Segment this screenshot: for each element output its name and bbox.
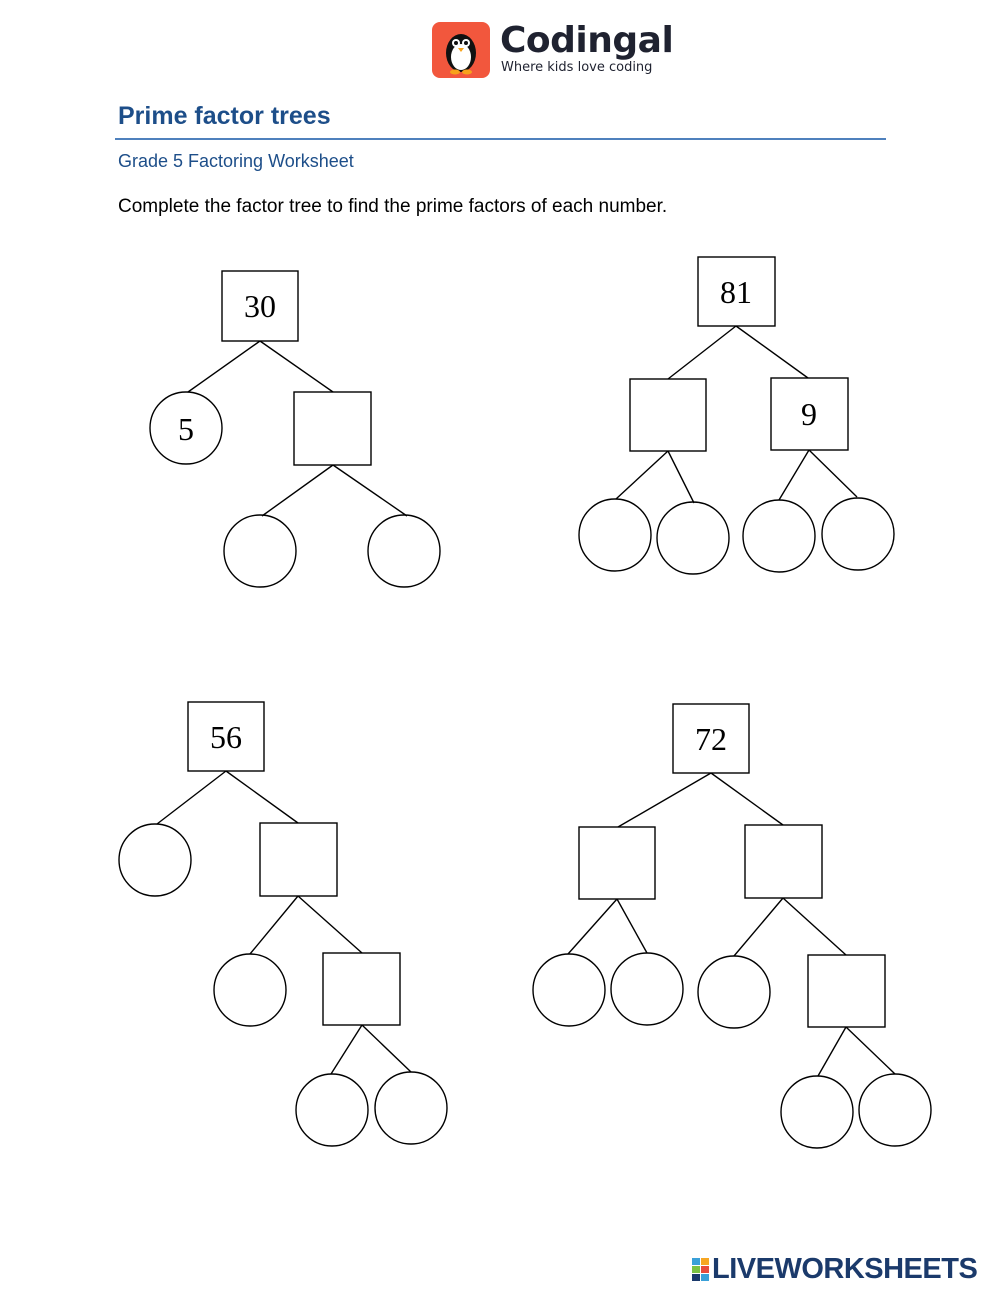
answer-circle[interactable] bbox=[822, 498, 894, 570]
answer-box[interactable] bbox=[294, 392, 371, 465]
answer-box[interactable] bbox=[630, 379, 706, 451]
given-factor: 5 bbox=[178, 411, 194, 447]
root-number: 72 bbox=[695, 721, 727, 757]
liveworksheets-icon bbox=[692, 1258, 710, 1282]
answer-circle[interactable] bbox=[533, 954, 605, 1026]
factor-tree-81 bbox=[579, 257, 894, 574]
answer-circle[interactable] bbox=[657, 502, 729, 574]
factor-tree-56 bbox=[119, 702, 447, 1146]
root-number: 56 bbox=[210, 719, 242, 755]
answer-box[interactable] bbox=[745, 825, 822, 898]
answer-circle[interactable] bbox=[781, 1076, 853, 1148]
page-subtitle: Grade 5 Factoring Worksheet bbox=[118, 151, 354, 171]
answer-box[interactable] bbox=[323, 953, 400, 1025]
answer-box[interactable] bbox=[579, 827, 655, 899]
factor-tree-30 bbox=[150, 271, 440, 587]
factor-tree-72 bbox=[533, 704, 931, 1148]
brand-name: Codingal bbox=[500, 20, 674, 61]
page-title: Prime factor trees bbox=[118, 102, 331, 130]
answer-box[interactable] bbox=[260, 823, 337, 896]
answer-circle[interactable] bbox=[859, 1074, 931, 1146]
answer-circle[interactable] bbox=[698, 956, 770, 1028]
answer-box[interactable] bbox=[808, 955, 885, 1027]
answer-circle[interactable] bbox=[368, 515, 440, 587]
liveworksheets-logo bbox=[692, 1254, 992, 1286]
answer-circle[interactable] bbox=[611, 953, 683, 1025]
answer-circle[interactable] bbox=[743, 500, 815, 572]
instructions: Complete the factor tree to find the prime factors of each number. bbox=[118, 196, 668, 217]
answer-circle[interactable] bbox=[214, 954, 286, 1026]
answer-circle[interactable] bbox=[224, 515, 296, 587]
brand-tagline: Where kids love coding bbox=[501, 60, 653, 75]
answer-circle[interactable] bbox=[296, 1074, 368, 1146]
answer-circle[interactable] bbox=[119, 824, 191, 896]
root-number: 81 bbox=[720, 274, 752, 310]
answer-circle[interactable] bbox=[375, 1072, 447, 1144]
answer-circle[interactable] bbox=[579, 499, 651, 571]
given-factor: 9 bbox=[801, 396, 817, 432]
liveworksheets-wordmark: LIVEWORKSHEETS bbox=[712, 1253, 978, 1285]
root-number: 30 bbox=[244, 288, 276, 324]
